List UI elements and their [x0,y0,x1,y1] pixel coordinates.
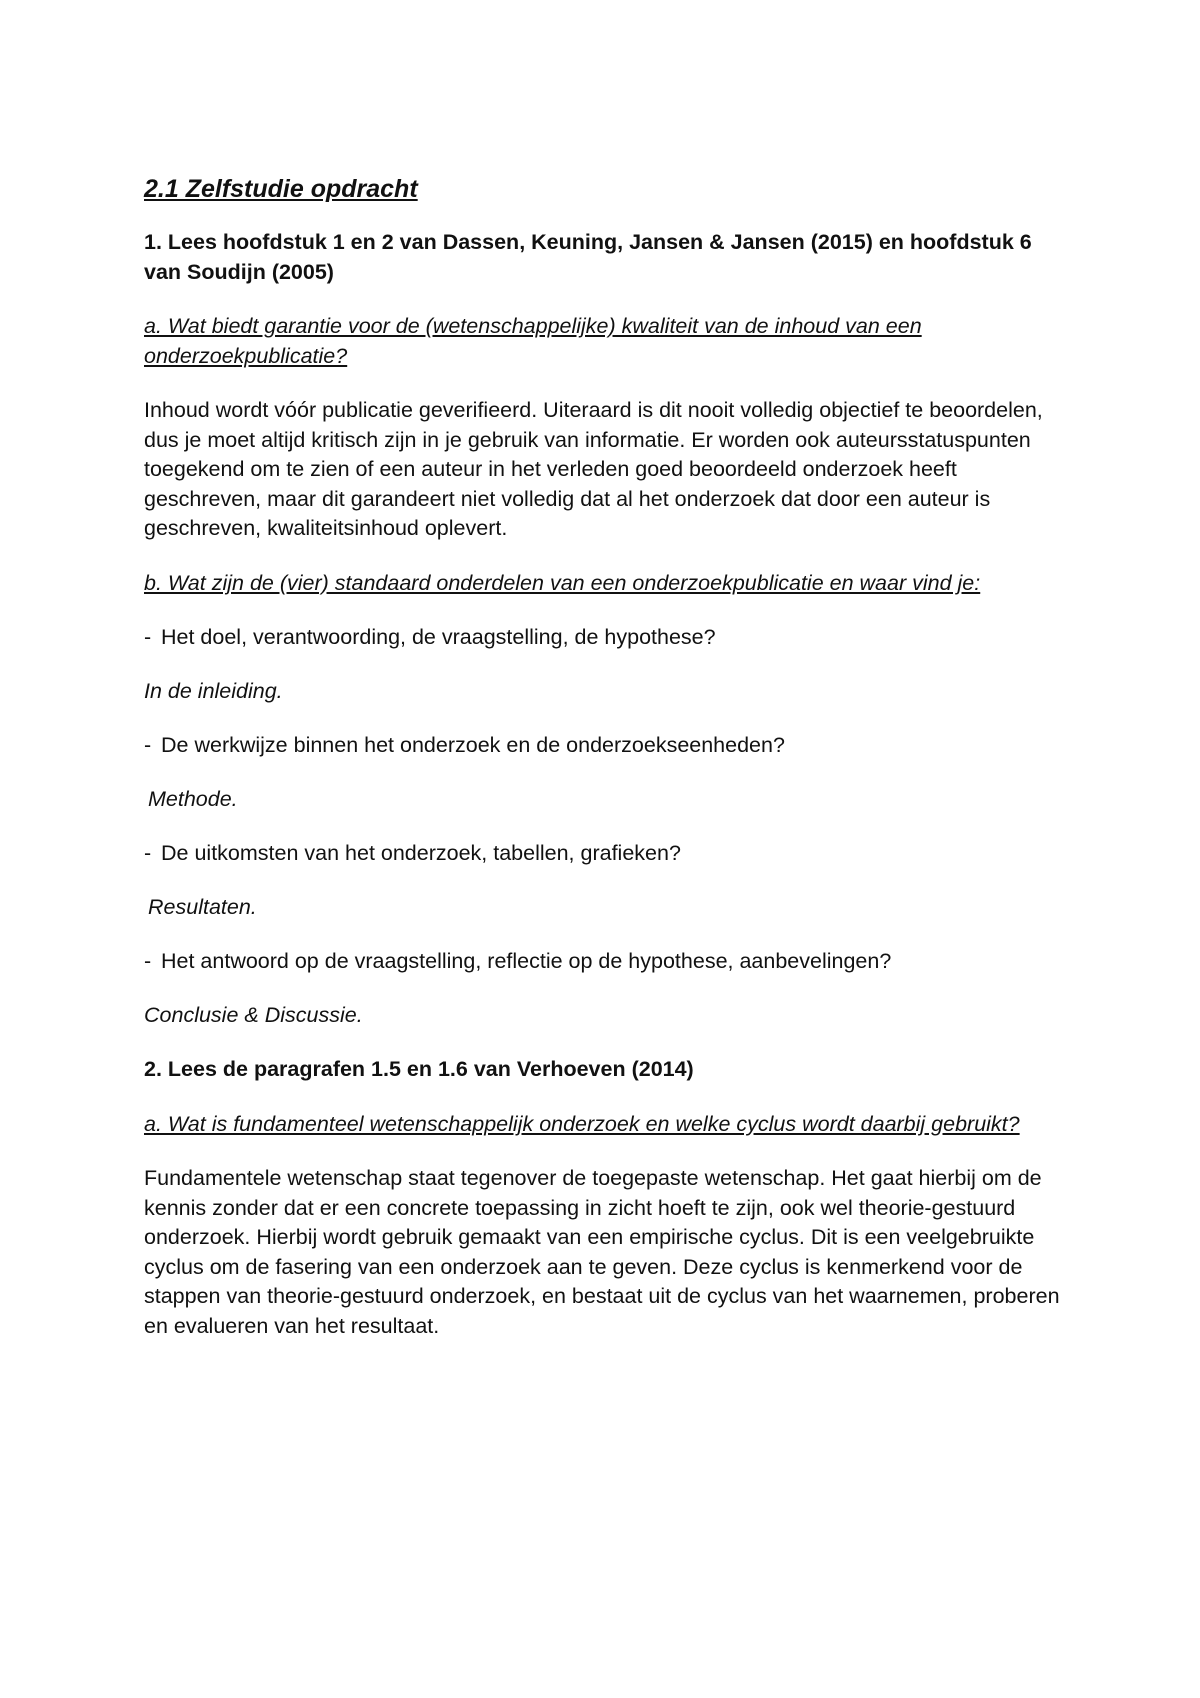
answer-2a: Fundamentele wetenschap staat tegenover de toegepaste wetenschap. Het gaat hierbij om de kennis zonder dat er een concrete toepassing in zicht hoeft te zijn, ook wel theorie-gestuurd onderzoek. Hierbij wordt gebruik gemaakt van een empirische cyclus. Dit is een veelgebruikte cyclus om de fasering van een onderzoek aan te geven. Deze cyclus is kenmerkend voor de stappen van theorie-gestuurd onderzoek, en bestaat uit de cyclus van het waarnemen, proberen en evalueren van het resultaat. [144,1166,1060,1338]
sub-question: Het doel, verantwoording, de vraagstelling, de hypothese? [161,625,716,649]
sub-question: Het antwoord op de vraagstelling, reflectie op de hypothese, aanbevelingen? [161,949,892,973]
list-item [144,623,1064,653]
sub-question: De werkwijze binnen het onderzoek en de onderzoekseenheden? [161,733,785,757]
assignment-2-title: 2. Lees de paragrafen 1.5 en 1.6 van Verhoeven (2014) [144,1057,694,1081]
assignment-1-title: 1. Lees hoofdstuk 1 en 2 van Dassen, Keuning, Jansen & Jansen (2015) en hoofdstuk 6 van Soudijn (2005) [144,230,1032,284]
page-title: 2.1 Zelfstudie opdracht [144,175,418,203]
question-2a: a. Wat is fundamenteel wetenschappelijk onderzoek en welke cyclus wordt daarbij gebruikt? [144,1111,1020,1136]
list-item [144,947,1064,977]
dash-bullet: - [144,841,152,865]
sub-answer: Resultaten. [148,894,257,919]
question-1a: a. Wat biedt garantie voor de (wetenschappelijke) kwaliteit van de inhoud van een onderzoekpublicatie? [144,314,922,368]
dash-bullet: - [144,625,152,649]
sub-answer: In de inleiding. [144,678,283,703]
sub-answer: Conclusie & Discussie. [144,1002,363,1027]
sub-answer: Methode. [148,786,238,811]
list-item [144,731,1064,761]
dash-bullet: - [144,733,152,757]
list-item [144,839,1064,869]
dash-bullet: - [144,949,152,973]
answer-1a: Inhoud wordt vóór publicatie geverifieerd. Uiteraard is dit nooit volledig objectief te beoordelen, dus je moet altijd kritisch zijn in je gebruik van informatie. Er worden ook auteursstatuspunten toegekend om te zien of een auteur in het verleden goed beoordeeld onderzoek heeft geschreven, maar dit garandeert niet volledig dat al het onderzoek dat door een auteur is geschreven, kwaliteitsinhoud oplevert. [144,398,1043,540]
question-1b: b. Wat zijn de (vier) standaard onderdelen van een onderzoekpublicatie en waar vind je: [144,570,981,595]
document-body [144,172,1064,1366]
sub-question: De uitkomsten van het onderzoek, tabellen, grafieken? [161,841,681,865]
